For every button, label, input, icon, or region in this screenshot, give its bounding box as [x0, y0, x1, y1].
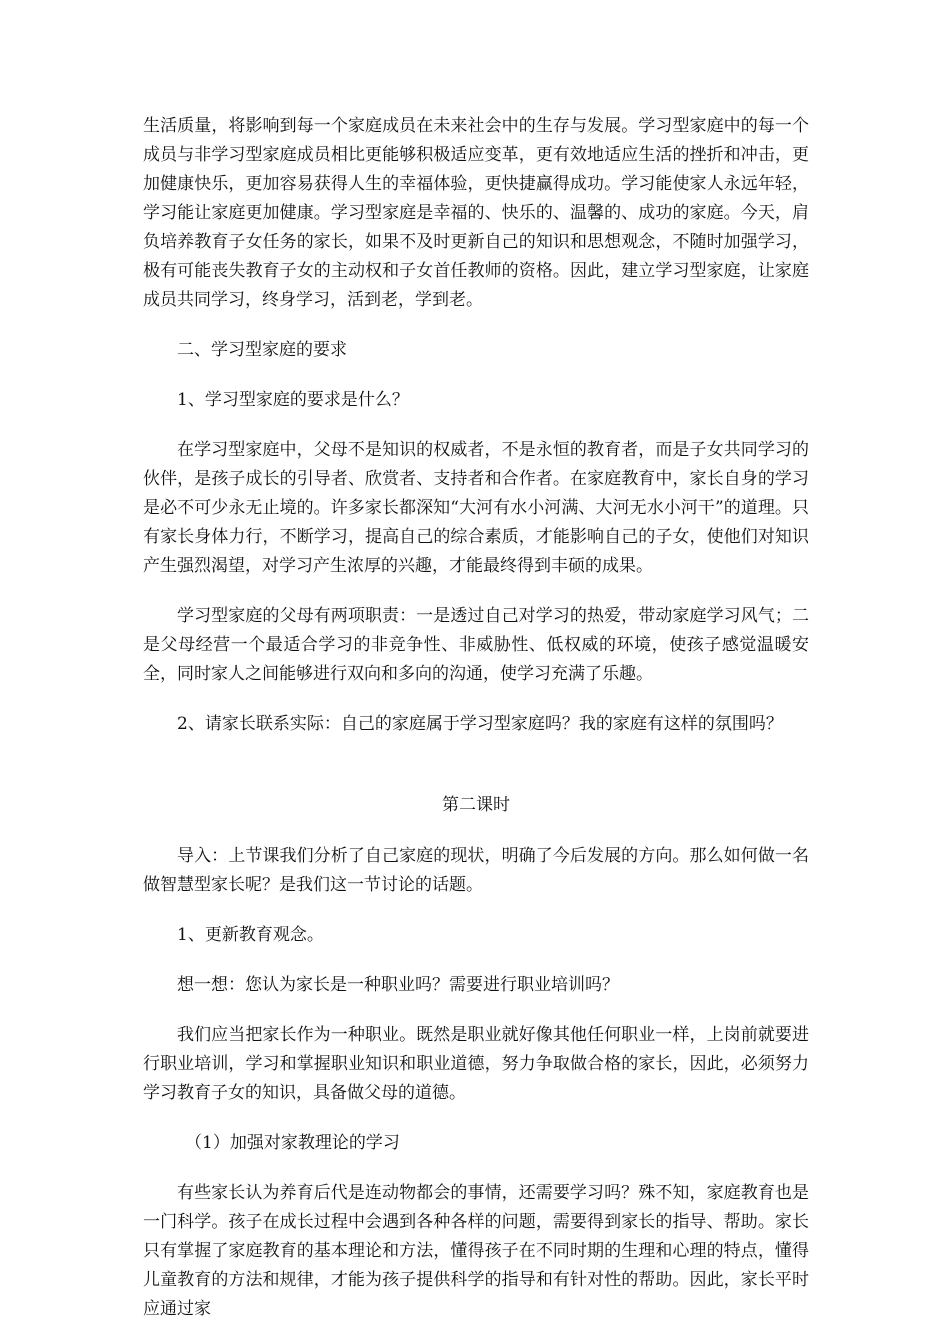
body-paragraph: 导入：上节课我们分析了自己家庭的现状，明确了今后发展的方向。那么如何做一名做智慧型家长呢？是我们这一节讨论的话题。 — [143, 846, 809, 895]
body-paragraph: 在学习型家庭中，父母不是知识的权威者，不是永恒的教育者，而是子女共同学习的伙伴，是孩子成长的引导者、欣赏者、支持者和合作者。在家庭教育中，家长自身的学习是必不可少永无止境的。许多家长都深知“大河有水小河满、大河无水小河干”的道理。只有家长身体力行，不断学习，提高自己的综合素质，才能影响自己的子女，使他们对知识产生强烈渴望，对学习产生浓厚的兴趣，才能最终得到丰硕的成果。 — [143, 440, 809, 576]
subsection-heading: （1）加强对家教理论的学习 — [185, 1133, 400, 1153]
lesson-title: 第二课时 — [442, 795, 510, 815]
body-paragraph: 生活质量，将影响到每一个家庭成员在未来社会中的生存与发展。学习型家庭中的每一个成员与非学习型家庭成员相比更能够积极适应变革，更有效地适应生活的挫折和冲击，更加健康快乐，更加容易获得人生的幸福体验，更快捷赢得成功。学习能使家人永远年轻，学习能让家庭更加健康。学习型家庭是幸福的、快乐的、温馨的、成功的家庭。今天，肩负培养教育子女任务的家长，如果不及时更新自己的知识和思想观念，不随时加强学习，极有可能丧失教育子女的主动权和子女首任教师的资格。因此，建立学习型家庭，让家庭成员共同学习，终身学习，活到老，学到老。 — [143, 116, 809, 310]
section-heading: 二、学习型家庭的要求 — [177, 340, 347, 360]
question-heading: 1、学习型家庭的要求是什么？ — [177, 390, 409, 410]
subsection-heading: 1、更新教育观念。 — [177, 925, 324, 945]
body-paragraph: 想一想：您认为家长是一种职业吗？需要进行职业培训吗？ — [177, 975, 619, 995]
body-paragraph: 学习型家庭的父母有两项职责：一是透过自己对学习的热爱，带动家庭学习风气；二是父母经营一个最适合学习的非竞争性、非威胁性、低权威的环境，使孩子感觉温暖安全，同时家人之间能够进行双向和多向的沟通，使学习充满了乐趣。 — [143, 606, 809, 684]
question-heading: 2、请家长联系实际：自己的家庭属于学习型家庭吗？我的家庭有这样的氛围吗？ — [177, 714, 783, 734]
body-paragraph: 我们应当把家长作为一种职业。既然是职业就好像其他任何职业一样，上岗前就要进行职业培训，学习和掌握职业知识和职业道德，努力争取做合格的家长，因此，必须努力学习教育子女的知识，具备做父母的道德。 — [143, 1025, 809, 1103]
document-page — [143, 112, 809, 1324]
body-paragraph: 有些家长认为养育后代是连动物都会的事情，还需要学习吗？殊不知，家庭教育也是一门科学。孩子在成长过程中会遇到各种各样的问题，需要得到家长的指导、帮助。家长只有掌握了家庭教育的基本理论和方法，懂得孩子在不同时期的生理和心理的特点，懂得儿童教育的方法和规律，才能为孩子提供科学的指导和有针对性的帮助。因此，家长平时应通过家 — [143, 1183, 809, 1319]
